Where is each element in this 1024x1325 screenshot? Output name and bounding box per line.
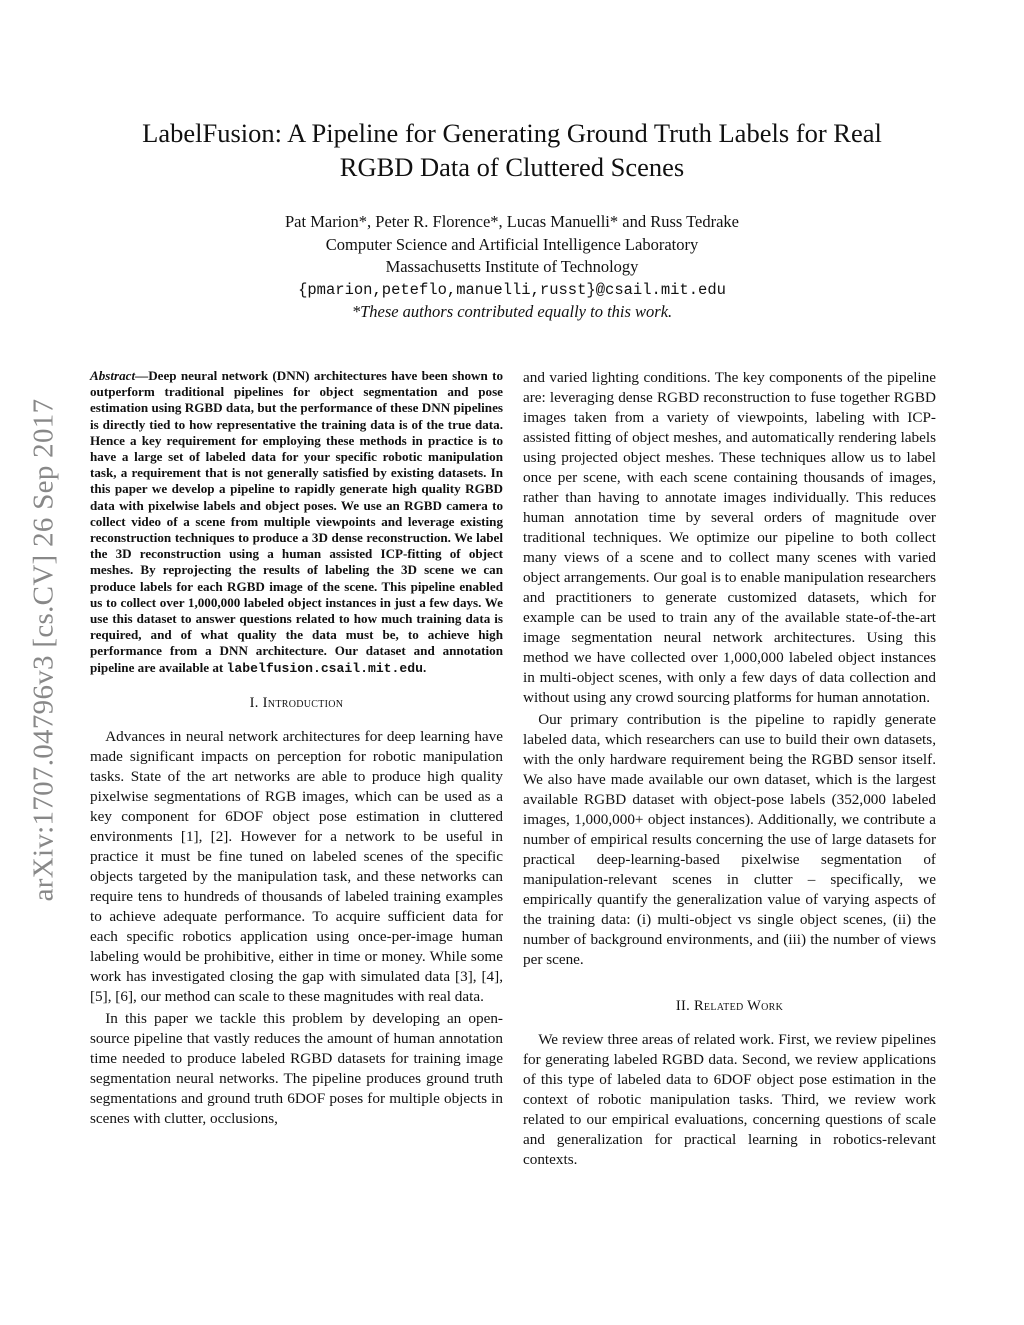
right-column — [523, 368, 936, 1170]
paper-title — [100, 116, 924, 184]
author-block — [100, 211, 924, 324]
affiliation-institute: Massachusetts Institute of Technology — [385, 257, 639, 277]
title-line-1: LabelFusion: A Pipeline for Generating Ground Truth Labels for Real — [142, 118, 882, 148]
intro-paragraph-2: In this paper we tackle this problem by developing an open-source pipeline that vastly reduces the amount of human annotation time needed to produce labeled RGBD datasets for training image segmentation neural networks. The pipeline produces ground truth segmentations and ground truth 6DOF poses for multiple objects in scenes with clutter, occlusions, — [90, 1009, 503, 1127]
arxiv-identifier-text: arXiv:1707.04796v3 [cs.CV] 26 Sep 2017 — [27, 398, 60, 902]
abstract-text: Deep neural network (DNN) architectures have been shown to outperform traditional pipelines for object segmentation and pose estimation using RGBD data, but the performance of these DNN pipelines is directly tied to how representative the training data is of the true data. Hence a key requirement for employing these methods in practice is to have a large set of labeled data for your specific robotic manipulation task, a requirement that is not generally satisfied by existing datasets. In this paper we develop a pipeline to rapidly generate high quality RGBD data with pixelwise labels and object poses. We use an RGBD camera to collect video of a scene from multiple viewpoints and leverage existing reconstruction techniques to produce a 3D dense reconstruction. We label the 3D reconstruction using a human assisted ICP-fitting of object meshes. By reprojecting the results of labeling the 3D scene we can produce labels for each RGBD image of the scene. This pipeline enabled us to collect over 1,000,000 labeled object instances in just a few days. We use this dataset to answer questions related to how much training data is required, and of what quality the data must be, to achieve high performance from a DNN architecture. Our dataset and annotation pipeline are available at — [90, 368, 503, 675]
related-work-paragraph-1: We review three areas of related work. First, we review pipelines for generating labeled RGBD data. Second, we review applications of this type of labeled data to 6DOF object pose estimation in the context of robotic manipulation tasks. Third, we review work related to our empirical evaluations, concerning questions of scale and generalization for practical learning in robotics-relevant contexts. — [523, 1031, 936, 1168]
equal-contribution-note: *These authors contributed equally to this work. — [351, 302, 673, 322]
intro-paragraph-3: Our primary contribution is the pipeline to rapidly generate labeled data, which researchers can use to build their own datasets, with the only hardware requirement being the RGBD sensor itself. We also have made available our own dataset, which is the largest available RGBD dataset with object-pose labels (352,000 labeled images, 1,000,000+ object instances). Additionally, we contribute a number of empirical results concerning the use of large datasets for practical deep-learning-based pixelwise segmentation of manipulation-relevant scenes in clutter – specifically, we empirically quantify the generalization value of varying aspects of the training data: (i) multi-object vs single object scenes, (ii) the number of background environments, and (iii) the number of views per scene. — [523, 711, 936, 968]
author-emails: {pmarion,peteflo,manuelli,russt}@csail.mit.edu — [298, 280, 726, 299]
left-column — [90, 368, 503, 1129]
abstract: Abstract—Deep neural network (DNN) architectures have been shown to outperform traditional pipelines for object segmentation and pose estimation using RGBD data, but the performance of these DNN pipelines is directly tied to how representative the training data is of the true data. Hence a key requirement for employing these methods in practice is to have a large set of labeled data for your specific robotic manipulation task, a requirement that is not generally satisfied by existing datasets. In this paper we develop a pipeline to rapidly generate high quality RGBD data with pixelwise labels and object poses. We use an RGBD camera to collect video of a scene from multiple viewpoints and leverage existing reconstruction techniques to produce a 3D dense reconstruction. We label the 3D reconstruction using a human assisted ICP-fitting of object meshes. By reprojecting the results of labeling the 3D scene we can produce labels for each RGBD image of the scene. This pipeline enabled us to collect over 1,000,000 labeled object instances in just a few days. We use this dataset to answer questions related to how much training data is required, and of what quality the data must be, to achieve high performance from a DNN architecture. Our dataset and annotation pipeline are available at labelfusion.csail.mit.edu. — [90, 368, 503, 676]
title-line-2: RGBD Data of Cluttered Scenes — [339, 152, 685, 182]
intro-paragraph-1: Advances in neural network architectures for deep learning have made significant impacts on perception for robotic manipulation tasks. State of the art networks are able to produce high quality pixelwise segmentations of RGB images, which can be used as a key component for 6DOF object pose estimation in cluttered environments [1], [2]. However for a network to be useful in practice it must be fine tuned on labeled scenes of the specific objects targeted by the manipulation task, and these networks can require tens to hundreds of thousands of labeled training examples to achieve adequate performance. To acquire sufficient data for each specific robotics application using once-per-image human labeling would be prohibitive, either in time or money. While some work has investigated closing the gap with simulated data [3], [4], [5], [6], our method can scale to these magnitudes with real data. — [90, 727, 503, 1005]
author-names: Pat Marion*, Peter R. Florence*, Lucas Manuelli* and Russ Tedrake — [284, 212, 740, 231]
project-url[interactable]: labelfusion.csail.mit.edu — [226, 660, 423, 676]
intro-paragraph-2-continued: and varied lighting conditions. The key components of the pipeline are: leveraging dense RGBD reconstruction to fuse together RGBD images taken from a variety of viewpoints, labeling with ICP-assisted fitting of object meshes, and automatically rendering labels using projected object meshes. These techniques allow us to label once per scene, with each scene containing thousands of images, rather than having to annotate images individually. This reduces human annotation time by several orders of magnitude over traditional techniques. We optimize our pipeline to both collect many views of a scene and to collect many scenes with varied object arrangements. Our goal is to enable manipulation researchers and practitioners to generate customized datasets, which for example can be used to train any of the available state-of-the-art image segmentation neural network architectures. Using this method we have collected over 1,000,000 labeled object instances in multi-object scenes, with only a few days of data collection and without using any crowd sourcing platforms for human annotation. — [523, 369, 936, 706]
section-heading-introduction: I. Introduction — [249, 694, 344, 711]
affiliation-lab: Computer Science and Artificial Intelligence Laboratory — [325, 234, 699, 254]
abstract-label: Abstract— — [90, 368, 149, 383]
arxiv-identifier — [24, 355, 64, 945]
section-heading-related-work: II. Related Work — [675, 998, 784, 1014]
